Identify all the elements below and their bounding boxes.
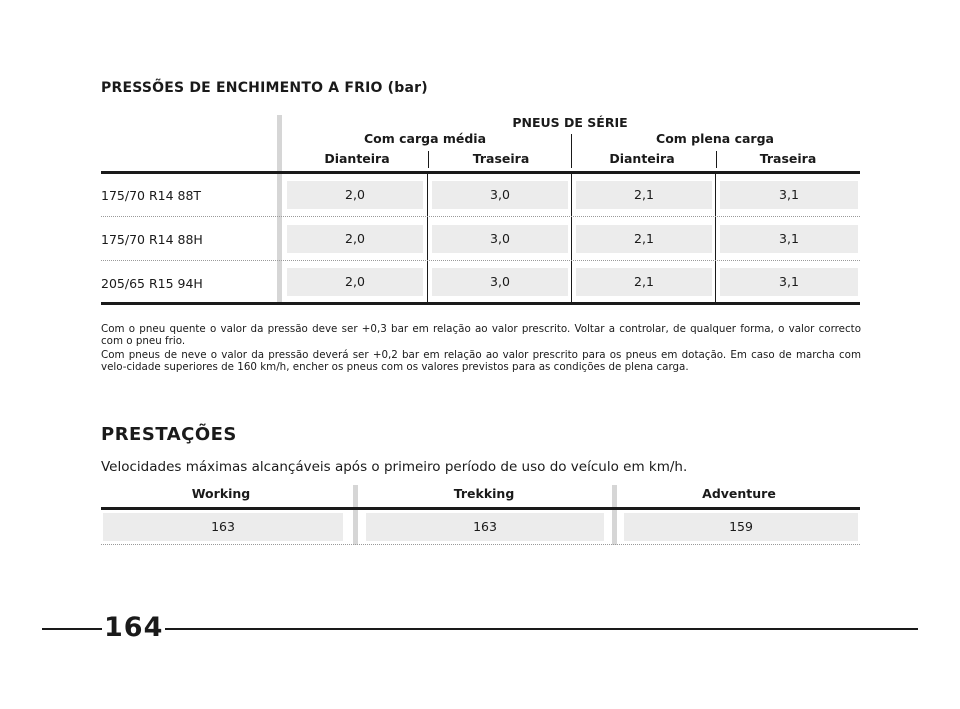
header-trekking: Trekking [453, 486, 515, 501]
column-divider [571, 134, 572, 168]
speed-cell-adventure: 159 [624, 513, 858, 541]
header-working: Working [191, 486, 251, 501]
column-gray-divider [353, 485, 358, 545]
tire-size-label: 175/70 R14 88H [101, 232, 203, 247]
section-title-performance: PRESTAÇÕES [101, 424, 237, 445]
column-divider [715, 174, 716, 302]
section-title-pressures: PRESSÕES DE ENCHIMENTO A FRIO (bar) [101, 80, 428, 96]
pressure-cell: 2,1 [576, 225, 712, 253]
tire-size-label: 175/70 R14 88T [101, 188, 202, 203]
pressure-cell: 2,1 [576, 181, 712, 209]
speed-cell-working: 163 [103, 513, 343, 541]
pressure-cell: 3,1 [720, 268, 858, 296]
pressure-cell: 3,0 [432, 268, 568, 296]
page-number: 164 [104, 612, 164, 643]
group-header-full-load: Com plena carga [656, 131, 774, 146]
row-separator [101, 260, 860, 261]
subheader-front-full: Dianteira [609, 151, 675, 166]
column-divider [571, 174, 572, 302]
speed-cell-trekking: 163 [366, 513, 604, 541]
pressure-cell: 3,0 [432, 181, 568, 209]
performance-subtitle: Velocidades máximas alcançáveis após o primeiro período de uso do veículo em km/h. [101, 459, 688, 475]
subheader-rear-medium: Traseira [472, 151, 530, 166]
column-divider [428, 151, 429, 168]
row-separator [101, 216, 860, 217]
column-gray-divider [612, 485, 617, 545]
pressure-cell: 2,0 [287, 268, 423, 296]
group-header-medium-load: Com carga média [363, 131, 487, 146]
pressure-cell: 3,1 [720, 225, 858, 253]
pressure-cell: 3,1 [720, 181, 858, 209]
pressure-cell: 2,1 [576, 268, 712, 296]
note-warm-tire: Com o pneu quente o valor da pressão deve ser +0,3 bar em relação ao valor prescrito. Voltar a controlar, de qualquer forma, o valor correcto com o pneu frio. [101, 323, 861, 347]
subheader-rear-full: Traseira [759, 151, 817, 166]
perf-bottom-rule [101, 544, 860, 545]
perf-top-rule [101, 507, 860, 510]
header-adventure: Adventure [702, 486, 776, 501]
footer-rule-right [150, 628, 918, 630]
note-snow-tire: Com pneus de neve o valor da pressão deverá ser +0,2 bar em relação ao valor prescrito para os pneus em dotação. Em caso de marcha com velo-cidade superiores de 160 km/h, encher os pneus com os valores previstos para as condições de plena carga. [101, 349, 861, 373]
table-bottom-rule [101, 302, 860, 305]
footer-rule-left [42, 628, 102, 630]
pressure-cell: 2,0 [287, 225, 423, 253]
table-gray-divider [277, 115, 282, 303]
pressure-cell: 3,0 [432, 225, 568, 253]
table-top-rule [101, 171, 860, 174]
column-divider [427, 174, 428, 302]
column-divider [716, 151, 717, 168]
subheader-front-medium: Dianteira [324, 151, 390, 166]
table-title: PNEUS DE SÉRIE [512, 115, 628, 130]
pressure-cell: 2,0 [287, 181, 423, 209]
tire-size-label: 205/65 R15 94H [101, 276, 203, 291]
